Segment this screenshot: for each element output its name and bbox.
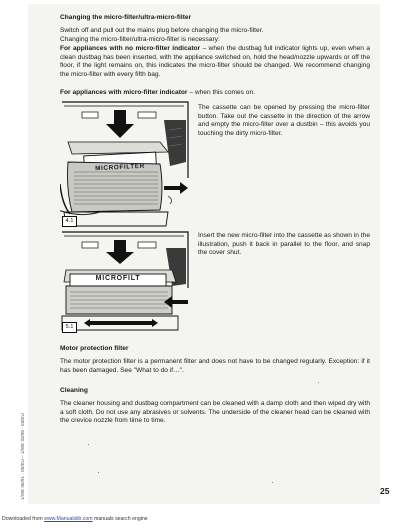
download-footer: [2, 516, 148, 522]
scan-speck: [272, 482, 273, 483]
footer-link[interactable]: www.Manualslib.com: [44, 516, 93, 522]
cleaning-text: The cleaner housing and dustbag compartment can be cleaned with a damp cloth and then wiped dry with a soft cloth. Do not use any abrasives or solvents. The underside of the cleaner head can be cleaned with the crevice nozzle from time to time.: [60, 400, 370, 425]
figure-2-number: 5.1: [62, 322, 77, 333]
page-number: 25: [380, 486, 390, 496]
figure-2-box-label: MICROFILT: [95, 275, 141, 282]
figure-1-box-label: MICROFILTER: [94, 162, 146, 173]
figure-1-number: 4.1: [62, 216, 77, 227]
figure-1-caption: The cassette can be opened by pressing the micro-filter button. Take out the cassette in the direction of the arrow and empty the micro-filter over a dustbin – this avoids you touching the dirty micro-filter.: [198, 104, 370, 137]
figure-insert-filter-drawing: [60, 230, 192, 336]
figure-remove-cassette: [60, 100, 192, 230]
micro-filter-intro-1: Switch off and pull out the mains plug before changing the micro-filter.: [60, 27, 264, 34]
footer-suffix: manuals search engine: [94, 516, 148, 522]
no-indicator-paragraph: [60, 45, 370, 79]
margin-print-code: [20, 400, 32, 500]
no-indicator-text: – when the dustbag full indicator lights up, even when a clean dustbag has been inserted, with the appliance switched on, hold the head/nozzle upwards or off the floor, if the light remains on, this indicates the micro-filter should be changed. We recommend changing the micro-filter with every fifth bag.: [60, 45, 370, 78]
scan-speck: [88, 444, 89, 445]
micro-filter-intro-2: Changing the micro-filter/ultra-micro-filter is necessary:: [60, 36, 220, 43]
margin-print-code-text: 1/WE 06/91 · 05/EU – 1/WE 03/95 · 03/EU: [20, 413, 25, 500]
with-indicator-text: – when this comes on.: [189, 89, 255, 96]
figure-insert-filter: [60, 230, 192, 336]
section-heading-micro-filter: Changing the micro-filter/ultra-micro-filter: [60, 14, 192, 21]
with-indicator-label: For appliances with micro-filter indicator: [60, 89, 188, 96]
scan-speck: [98, 472, 99, 473]
figure-2-caption: Insert the new micro-filter into the cassette as shown in the illustration, push it back in parallel to the floor, and snap the cover shut.: [198, 232, 370, 257]
scan-speck: [318, 382, 319, 383]
no-indicator-label: For appliances with no micro-filter indicator: [60, 45, 201, 52]
footer-prefix: Downloaded from: [2, 516, 43, 522]
with-indicator-paragraph: [60, 89, 370, 98]
section-heading-motor-filter: Motor protection filter: [60, 345, 129, 352]
motor-filter-text: The motor protection filter is a permanent filter and does not have to be changed regularly. Exception: if it has been damaged. See "What to do if…".: [60, 358, 370, 374]
section-heading-cleaning: Cleaning: [60, 387, 88, 394]
manual-page: [28, 4, 390, 504]
